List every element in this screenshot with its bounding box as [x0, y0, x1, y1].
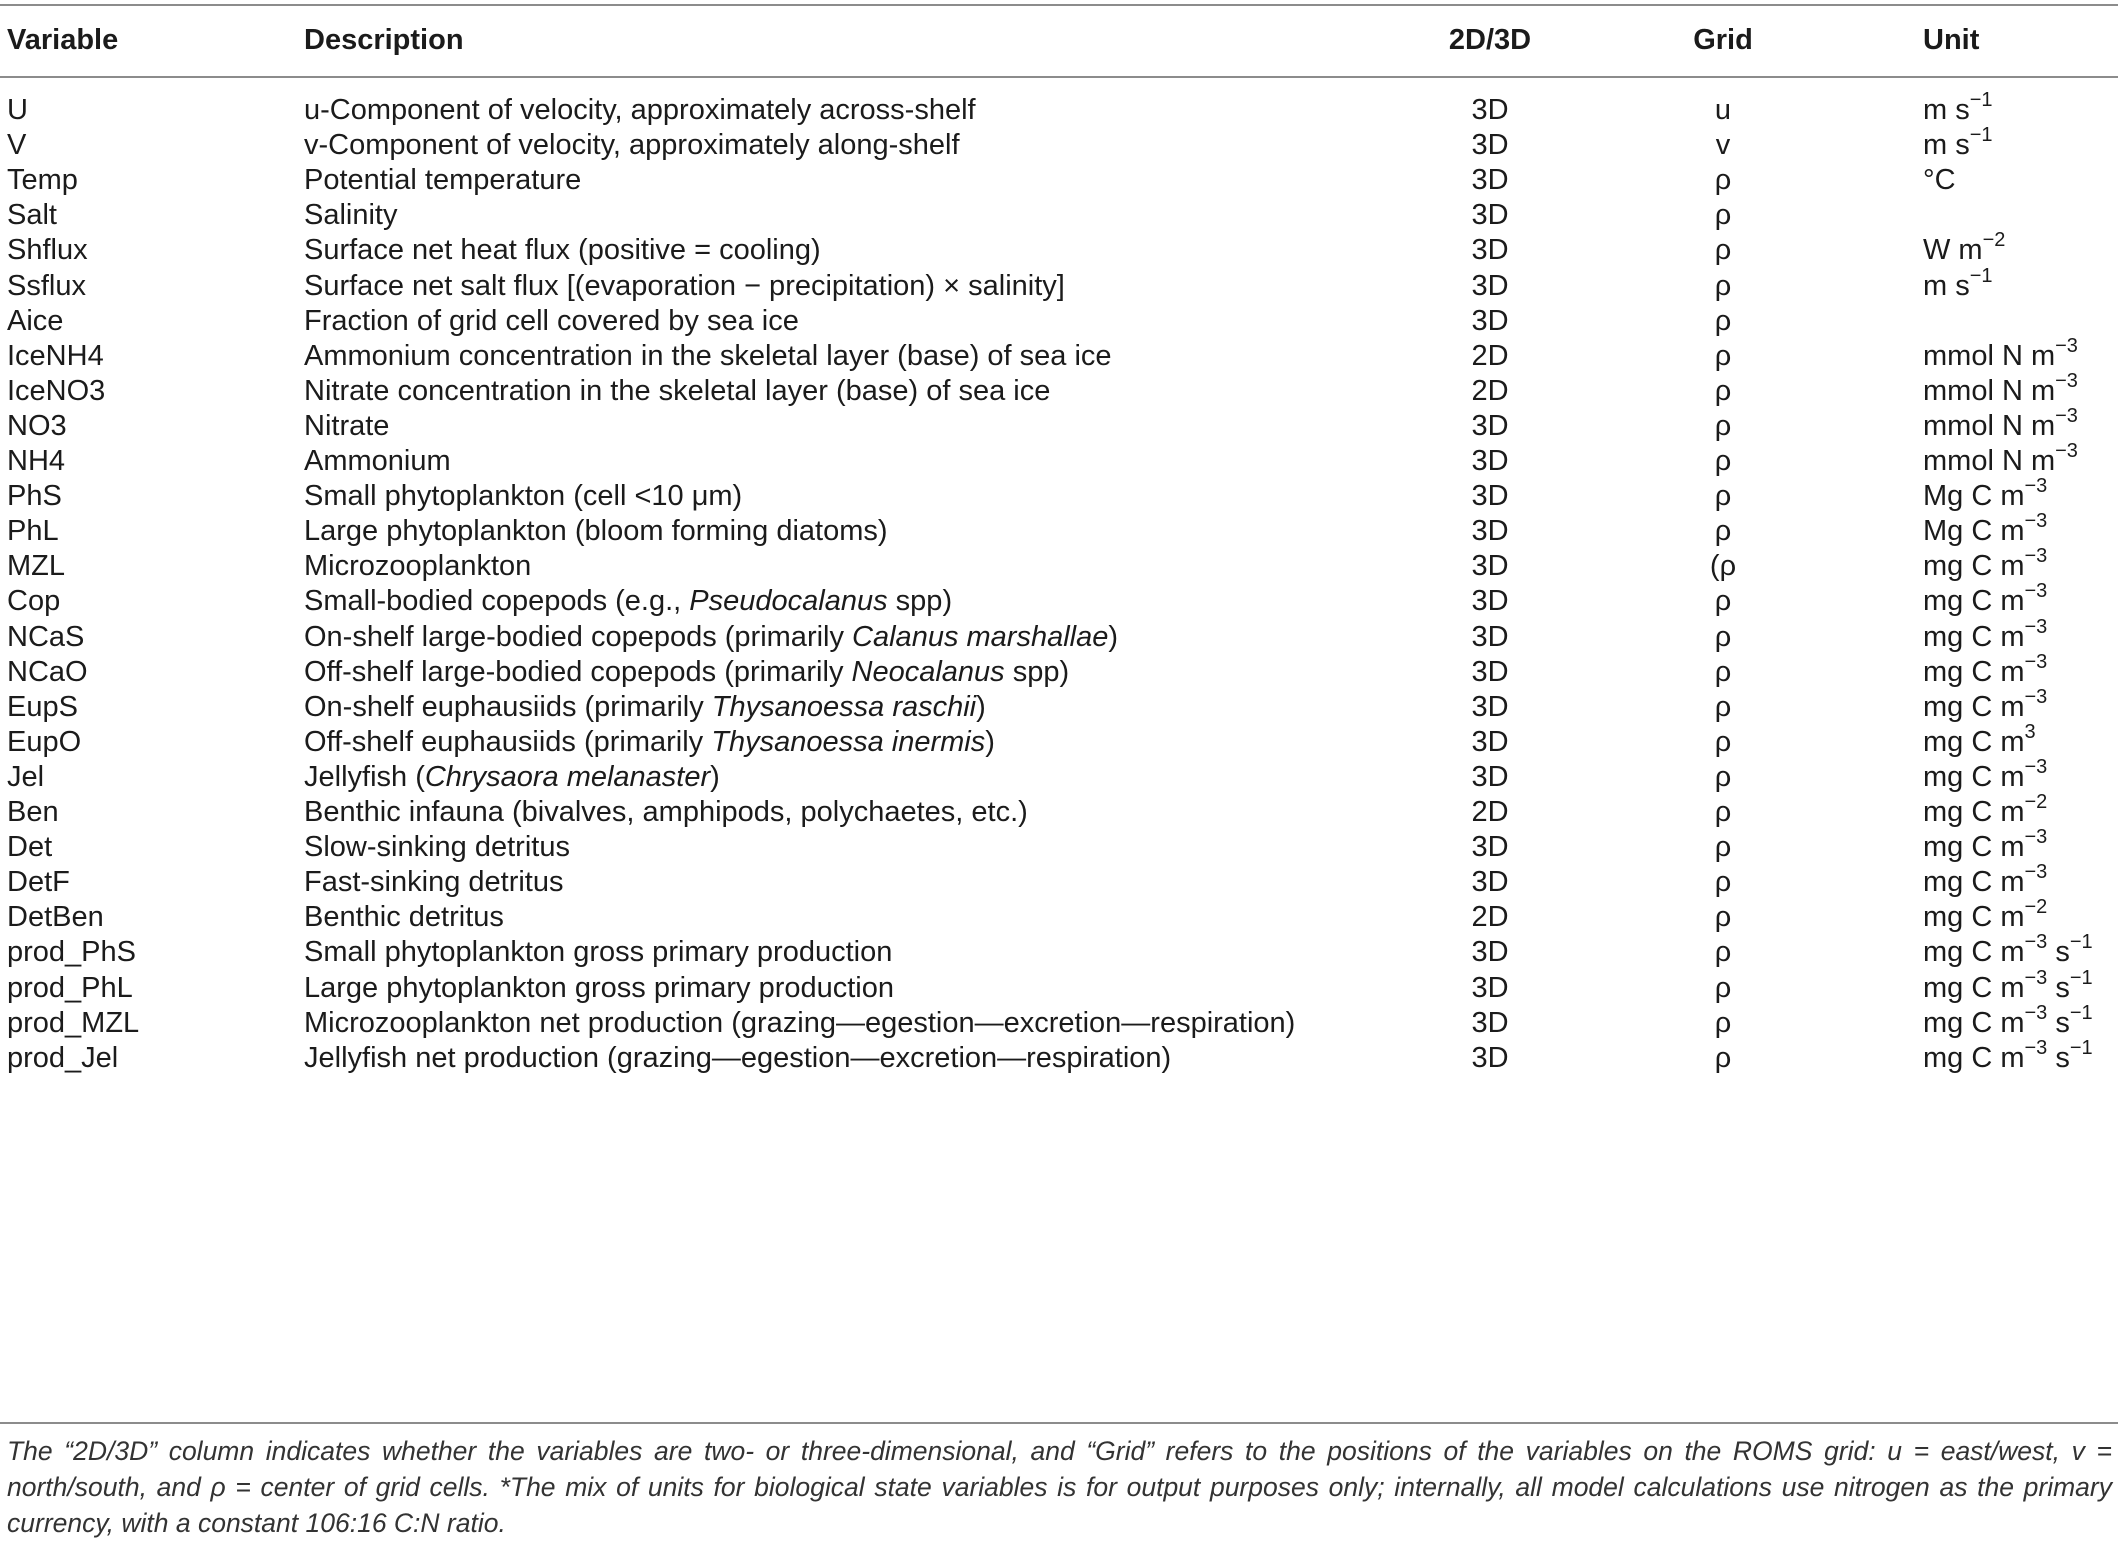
unit-exponent: −1 [1969, 124, 1993, 147]
cell-variable: Shflux [7, 234, 88, 266]
cell-description [304, 478, 742, 514]
cell-dimension: 3D [1471, 656, 1509, 688]
cell-dimension: 3D [1471, 936, 1509, 968]
unit-segment: s [2047, 936, 2070, 968]
unit-exponent: −2 [2024, 896, 2048, 919]
cell-dimension: 3D [1471, 972, 1509, 1004]
unit-segment: mmol N m [1923, 410, 2056, 442]
description-italic-segment: Chrysaora melanaster [424, 761, 711, 793]
cell-grid: ρ [1714, 1007, 1732, 1039]
cell-unit [1923, 651, 2048, 690]
unit-segment: m s [1923, 94, 1970, 126]
cell-grid: ρ [1714, 480, 1732, 512]
cell-unit [1923, 1037, 2093, 1076]
description-segment: Jellyfish ( [304, 761, 425, 793]
description-italic-segment: Pseudocalanus [689, 585, 888, 617]
cell-description [304, 619, 1118, 655]
unit-exponent: −2 [1982, 229, 2006, 252]
cell-variable: Jel [7, 761, 45, 793]
description-italic-segment: Calanus marshallae [852, 621, 1109, 653]
unit-segment: mg C m [1923, 691, 2025, 723]
cell-grid: ρ [1714, 270, 1732, 302]
cell-variable: IceNO3 [7, 375, 106, 407]
cell-unit [1923, 89, 1993, 128]
unit-segment: mg C m [1923, 936, 2025, 968]
cell-unit [1923, 265, 1993, 304]
unit-exponent: −3 [2024, 651, 2048, 674]
cell-grid: ρ [1714, 515, 1732, 547]
table-header-rule [0, 76, 2118, 78]
unit-exponent: −1 [2069, 1037, 2093, 1060]
cell-dimension: 3D [1471, 866, 1509, 898]
unit-segment: mg C m [1923, 656, 2025, 688]
cell-dimension: 3D [1471, 270, 1509, 302]
unit-exponent: −3 [2024, 545, 2048, 568]
unit-exponent: −3 [2055, 440, 2078, 463]
cell-unit [1923, 791, 2048, 830]
cell-grid: ρ [1714, 796, 1732, 828]
unit-segment: s [2047, 1007, 2070, 1039]
cell-description [304, 268, 1065, 304]
cell-unit [1923, 335, 2078, 374]
cell-variable: EupS [7, 691, 78, 723]
description-italic-segment: Neocalanus [851, 656, 1005, 688]
cell-dimension: 3D [1471, 585, 1509, 617]
unit-exponent: −3 [2024, 861, 2048, 884]
description-segment: Jellyfish net production (grazing—egestion—excretion—respiration) [304, 1042, 1172, 1074]
cell-grid: ρ [1714, 831, 1732, 863]
unit-exponent: −3 [2055, 335, 2078, 358]
cell-variable: PhS [7, 480, 62, 512]
unit-exponent: −3 [2024, 686, 2048, 709]
unit-segment: mg C m [1923, 585, 2025, 617]
unit-exponent: −3 [2024, 616, 2048, 639]
cell-unit [1923, 756, 2048, 795]
cell-grid: ρ [1714, 621, 1732, 653]
unit-exponent: −3 [2024, 967, 2048, 990]
cell-unit [1923, 475, 2048, 514]
cell-variable: prod_MZL [7, 1007, 140, 1039]
unit-exponent: −1 [2069, 1002, 2093, 1025]
description-segment: On-shelf large-bodied copepods (primarily [304, 621, 853, 653]
cell-variable: NCaS [7, 621, 85, 653]
cell-dimension: 2D [1471, 796, 1509, 828]
cell-dimension: 2D [1471, 901, 1509, 933]
unit-segment: m s [1923, 270, 1970, 302]
cell-variable: IceNH4 [7, 340, 104, 372]
description-segment: Salinity [304, 199, 398, 231]
cell-description [304, 934, 892, 970]
cell-variable: prod_PhL [7, 972, 133, 1004]
description-segment: Small phytoplankton gross primary production [304, 936, 893, 968]
description-segment: Ammonium concentration in the skeletal layer (base) of sea ice [304, 340, 1112, 372]
cell-description [304, 197, 398, 233]
unit-segment: s [2047, 972, 2070, 1004]
cell-unit [1923, 124, 1993, 163]
description-segment: Fast-sinking detritus [304, 866, 564, 898]
cell-description [304, 1040, 1171, 1076]
cell-unit [1923, 1002, 2093, 1041]
cell-description [304, 408, 389, 444]
cell-variable: MZL [7, 550, 65, 582]
cell-description [304, 443, 451, 479]
cell-variable: EupO [7, 726, 82, 758]
unit-segment: mg C m [1923, 761, 2025, 793]
cell-dimension: 3D [1471, 515, 1509, 547]
description-segment: Benthic infauna (bivalves, amphipods, polychaetes, etc.) [304, 796, 1028, 828]
cell-dimension: 3D [1471, 550, 1509, 582]
cell-unit [1923, 510, 2048, 549]
unit-exponent: 3 [2024, 721, 2036, 744]
cell-description [304, 654, 1069, 690]
unit-segment: mg C m [1923, 972, 2025, 1004]
description-italic-segment: Thysanoessa raschii [711, 691, 977, 723]
unit-exponent: −1 [2069, 967, 2093, 990]
description-segment: Off-shelf large-bodied copepods (primarily [304, 656, 852, 688]
cell-description [304, 373, 1050, 409]
cell-grid: ρ [1714, 585, 1732, 617]
header-description: Description [304, 24, 464, 56]
description-segment: spp) [1004, 656, 1070, 688]
cell-grid: (ρ [1709, 550, 1737, 582]
cell-unit [1923, 370, 2078, 409]
cell-variable: Ssflux [7, 270, 86, 302]
description-segment: On-shelf euphausiids (primarily [304, 691, 712, 723]
cell-unit [1923, 861, 2048, 900]
cell-description [304, 338, 1112, 374]
description-segment: Surface net salt flux [(evaporation − precipitation) × salinity] [304, 270, 1065, 302]
cell-description [304, 1005, 1295, 1041]
unit-segment: mmol N m [1923, 375, 2056, 407]
cell-grid: ρ [1714, 691, 1732, 723]
unit-segment: mmol N m [1923, 340, 2056, 372]
cell-grid: ρ [1714, 340, 1732, 372]
description-segment: Nitrate concentration in the skeletal layer (base) of sea ice [304, 375, 1051, 407]
description-segment: Microzooplankton [304, 550, 532, 582]
unit-exponent: −3 [2024, 510, 2048, 533]
description-segment: spp) [887, 585, 953, 617]
unit-exponent: −1 [1969, 89, 1993, 112]
cell-dimension: 3D [1471, 129, 1509, 161]
cell-grid: v [1715, 129, 1731, 161]
description-segment: Nitrate [304, 410, 390, 442]
cell-dimension: 3D [1471, 831, 1509, 863]
cell-description [304, 583, 952, 619]
cell-variable: prod_PhS [7, 936, 136, 968]
cell-grid: ρ [1714, 445, 1732, 477]
cell-unit [1923, 162, 1956, 198]
cell-description [304, 127, 960, 163]
cell-description [304, 759, 720, 795]
unit-segment: s [2047, 1042, 2070, 1074]
cell-description [304, 864, 564, 900]
cell-grid: ρ [1714, 375, 1732, 407]
unit-segment: mg C m [1923, 796, 2025, 828]
unit-segment: mg C m [1923, 831, 2025, 863]
unit-segment: mg C m [1923, 726, 2025, 758]
unit-segment: mg C m [1923, 1042, 2025, 1074]
description-segment: Small phytoplankton (cell <10 μm) [304, 480, 743, 512]
description-segment: Benthic detritus [304, 901, 504, 933]
unit-exponent: −3 [2024, 826, 2048, 849]
cell-variable: Salt [7, 199, 57, 231]
description-segment: u-Component of velocity, approximately across-shelf [304, 94, 976, 126]
unit-exponent: −3 [2055, 405, 2078, 428]
unit-segment: W m [1923, 234, 1983, 266]
description-segment: v-Component of velocity, approximately along-shelf [304, 129, 960, 161]
cell-unit [1923, 580, 2048, 619]
cell-description [304, 794, 1028, 830]
cell-dimension: 3D [1471, 199, 1509, 231]
cell-variable: DetBen [7, 901, 104, 933]
cell-dimension: 3D [1471, 164, 1509, 196]
description-segment: Slow-sinking detritus [304, 831, 570, 863]
cell-variable: PhL [7, 515, 59, 547]
cell-dimension: 3D [1471, 234, 1509, 266]
cell-unit [1923, 721, 2036, 760]
description-segment: ) [710, 761, 720, 793]
cell-dimension: 3D [1471, 445, 1509, 477]
cell-description [304, 548, 531, 584]
cell-dimension: 3D [1471, 726, 1509, 758]
cell-variable: NO3 [7, 410, 67, 442]
cell-grid: ρ [1714, 164, 1732, 196]
cell-variable: prod_Jel [7, 1042, 119, 1074]
cell-unit [1923, 896, 2048, 935]
cell-grid: ρ [1714, 305, 1732, 337]
description-segment: Fraction of grid cell covered by sea ice [304, 305, 799, 337]
description-segment: Potential temperature [304, 164, 582, 196]
cell-description [304, 829, 570, 865]
cell-unit [1923, 440, 2078, 479]
cell-variable: Temp [7, 164, 78, 196]
cell-grid: ρ [1714, 901, 1732, 933]
cell-unit [1923, 405, 2078, 444]
description-segment: Off-shelf euphausiids (primarily [304, 726, 712, 758]
header-variable: Variable [7, 24, 119, 56]
description-segment: Microzooplankton net production (grazing—egestion—excretion—respiration) [304, 1007, 1296, 1039]
cell-grid: ρ [1714, 972, 1732, 1004]
description-italic-segment: Thysanoessa inermis [711, 726, 986, 758]
caption-text: The “2D/3D” column indicates whether the variables are two- or three-dimensional, and “Grid” refers to the positions of the variables on the ROMS grid: u = east/west, v = north/south, and ρ = center of grid cells. *The mix of units for biological state variables is for output purposes only; internally, all model calculations use nitrogen as the primary currency, with a constant 106:16 C:N ratio. [7, 1436, 2112, 1538]
cell-grid: ρ [1714, 936, 1732, 968]
unit-exponent: −3 [2024, 1037, 2048, 1060]
cell-description [304, 689, 986, 725]
cell-variable: DetF [7, 866, 70, 898]
cell-grid: u [1714, 94, 1732, 126]
cell-dimension: 2D [1471, 340, 1509, 372]
description-segment: Small-bodied copepods (e.g., [304, 585, 690, 617]
cell-description [304, 724, 995, 760]
cell-dimension: 3D [1471, 761, 1509, 793]
unit-exponent: −1 [1969, 265, 1993, 288]
header-dimension: 2D/3D [1448, 24, 1532, 56]
cell-unit [1923, 229, 2006, 268]
cell-dimension: 3D [1471, 621, 1509, 653]
cell-grid: ρ [1714, 726, 1732, 758]
unit-exponent: −3 [2024, 1002, 2048, 1025]
description-segment: ) [985, 726, 995, 758]
cell-variable: Aice [7, 305, 64, 337]
cell-description [304, 513, 888, 549]
description-segment: Large phytoplankton gross primary production [304, 972, 894, 1004]
unit-segment: Mg C m [1923, 480, 2025, 512]
table-caption [7, 1433, 2112, 1541]
cell-dimension: 3D [1471, 305, 1509, 337]
unit-segment: mg C m [1923, 550, 2025, 582]
cell-description [304, 92, 976, 128]
cell-unit [1923, 545, 2048, 584]
description-segment: ) [1108, 621, 1119, 653]
table-bottom-rule [0, 1422, 2118, 1424]
cell-dimension: 3D [1471, 94, 1509, 126]
header-grid: Grid [1693, 24, 1753, 56]
cell-description [304, 970, 894, 1006]
cell-description [304, 899, 504, 935]
cell-grid: ρ [1714, 1042, 1732, 1074]
cell-unit [1923, 826, 2048, 865]
cell-description [304, 162, 581, 198]
unit-segment: mg C m [1923, 901, 2025, 933]
unit-exponent: −3 [2055, 370, 2078, 393]
description-segment: Surface net heat flux (positive = cooling) [304, 234, 821, 266]
cell-dimension: 3D [1471, 1007, 1509, 1039]
cell-dimension: 3D [1471, 1042, 1509, 1074]
cell-dimension: 3D [1471, 691, 1509, 723]
cell-dimension: 2D [1471, 375, 1509, 407]
unit-exponent: −3 [2024, 756, 2048, 779]
header-unit: Unit [1923, 24, 1980, 56]
cell-unit [1923, 616, 2048, 655]
cell-grid: ρ [1714, 234, 1732, 266]
unit-exponent: −3 [2024, 475, 2048, 498]
cell-variable: NCaO [7, 656, 88, 688]
cell-grid: ρ [1714, 199, 1732, 231]
cell-description [304, 303, 799, 339]
description-segment: Large phytoplankton (bloom forming diatoms) [304, 515, 888, 547]
cell-unit [1923, 967, 2093, 1006]
cell-variable: Ben [7, 796, 59, 828]
unit-segment: mg C m [1923, 1007, 2025, 1039]
unit-segment: °C [1923, 164, 1956, 196]
description-segment: ) [976, 691, 986, 723]
cell-unit [1923, 686, 2048, 725]
table-top-rule [0, 4, 2118, 6]
cell-variable: Det [7, 831, 53, 863]
unit-exponent: −3 [2024, 931, 2048, 954]
unit-exponent: −3 [2024, 580, 2048, 603]
unit-segment: mg C m [1923, 621, 2025, 653]
cell-description [304, 232, 821, 268]
cell-variable: NH4 [7, 445, 66, 477]
cell-grid: ρ [1714, 656, 1732, 688]
unit-exponent: −2 [2024, 791, 2048, 814]
unit-segment: Mg C m [1923, 515, 2025, 547]
cell-variable: Cop [7, 585, 61, 617]
cell-dimension: 3D [1471, 480, 1509, 512]
cell-grid: ρ [1714, 410, 1732, 442]
cell-grid: ρ [1714, 761, 1732, 793]
cell-variable: V [7, 129, 27, 161]
cell-dimension: 3D [1471, 410, 1509, 442]
unit-exponent: −1 [2069, 931, 2093, 954]
unit-segment: mg C m [1923, 866, 2025, 898]
cell-variable: U [7, 94, 28, 126]
description-segment: Ammonium [304, 445, 451, 477]
cell-unit [1923, 931, 2093, 970]
unit-segment: mmol N m [1923, 445, 2056, 477]
unit-segment: m s [1923, 129, 1970, 161]
cell-grid: ρ [1714, 866, 1732, 898]
